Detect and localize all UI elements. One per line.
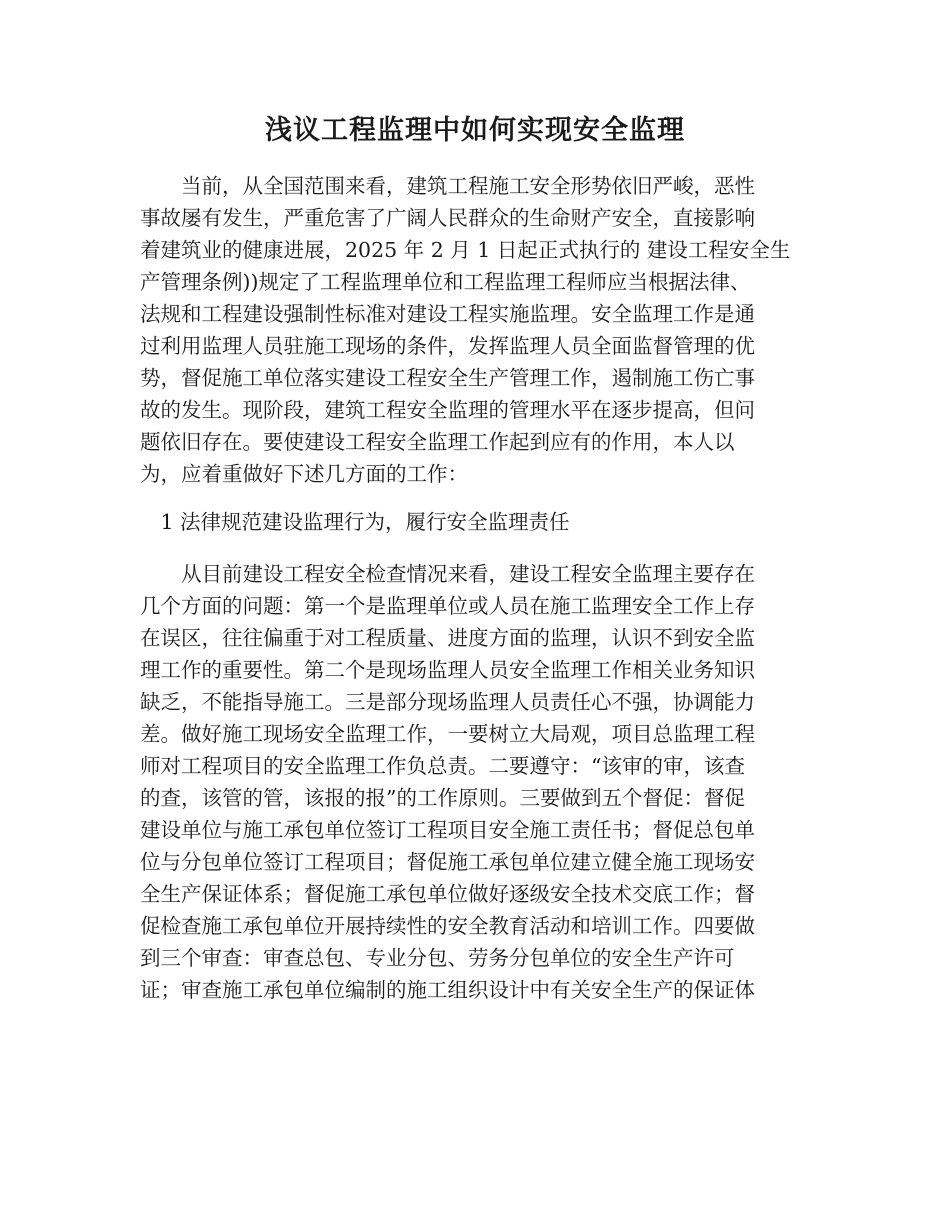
section-heading-1: 1 法律规范建设监理行为，履行安全监理责任 (140, 510, 570, 534)
text-line-21: 位与分包单位签订工程项目；督促施工承包单位建立健全施工现场安 (140, 850, 755, 874)
text-line-13: 几个方面的问题：第一个是监理单位或人员在施工监理安全工作上存 (140, 594, 755, 618)
text-line-14: 在误区，往往偏重于对工程质量、进度方面的监理，认识不到安全监 (140, 626, 755, 650)
text-line-2: 事故屡有发生，严重危害了广阔人民群众的生命财产安全，直接影响 (140, 206, 755, 230)
text-line-4: 产管理条例))规定了工程监理单位和工程监理工程师应当根据法律、 (140, 270, 751, 294)
text-line-17: 差。做好施工现场安全监理工作，一要树立大局观，项目总监理工程 (140, 722, 755, 746)
text-line-19: 的查，该管的管，该报的报”的工作原则。三要做到五个督促：督促 (140, 786, 745, 810)
text-line-8: 故的发生。现阶段，建筑工程安全监理的管理水平在逐步提高，但问 (140, 398, 755, 422)
text-line-10: 为，应着重做好下述几方面的工作： (140, 462, 468, 486)
text-line-5: 法规和工程建设强制性标准对建设工程实施监理。安全监理工作是通 (140, 302, 755, 326)
text-line-22: 全生产保证体系；督促施工承包单位做好逐级安全技术交底工作；督 (140, 882, 755, 906)
text-line-18: 师对工程项目的安全监理工作负总责。二要遵守：“该审的审，该查 (140, 754, 745, 778)
text-line-3: 着建筑业的健康进展，2025 年 2 月 1 日起正式执行的 建设工程安全生 (140, 238, 791, 262)
text-line-15: 理工作的重要性。第二个是现场监理人员安全监理工作相关业务知识 (140, 658, 755, 682)
text-line-16: 缺乏，不能指导施工。三是部分现场监理人员责任心不强，协调能力 (140, 690, 755, 714)
text-line-23: 促检查施工承包单位开展持续性的安全教育活动和培训工作。四要做 (140, 914, 755, 938)
text-line-25: 证；审查施工承包单位编制的施工组织设计中有关安全生产的保证体 (140, 978, 755, 1002)
text-line-1: 当前，从全国范围来看，建筑工程施工安全形势依旧严峻，恶性 (140, 174, 755, 198)
text-line-7: 势，督促施工单位落实建设工程安全生产管理工作，遏制施工伤亡事 (140, 366, 755, 390)
text-line-20: 建设单位与施工承包单位签订工程项目安全施工责任书；督促总包单 (140, 818, 755, 842)
text-line-9: 题依旧存在。要使建设工程安全监理工作起到应有的作用，本人以 (140, 430, 735, 454)
text-line-24: 到三个审查：审查总包、专业分包、劳务分包单位的安全生产许可 (140, 946, 735, 970)
document-title: 浅议工程监理中如何实现安全监理 (265, 115, 685, 146)
text-line-6: 过利用监理人员驻施工现场的条件，发挥监理人员全面监督管理的优 (140, 334, 755, 358)
text-line-12: 从目前建设工程安全检查情况来看，建设工程安全监理主要存在 (140, 562, 755, 586)
